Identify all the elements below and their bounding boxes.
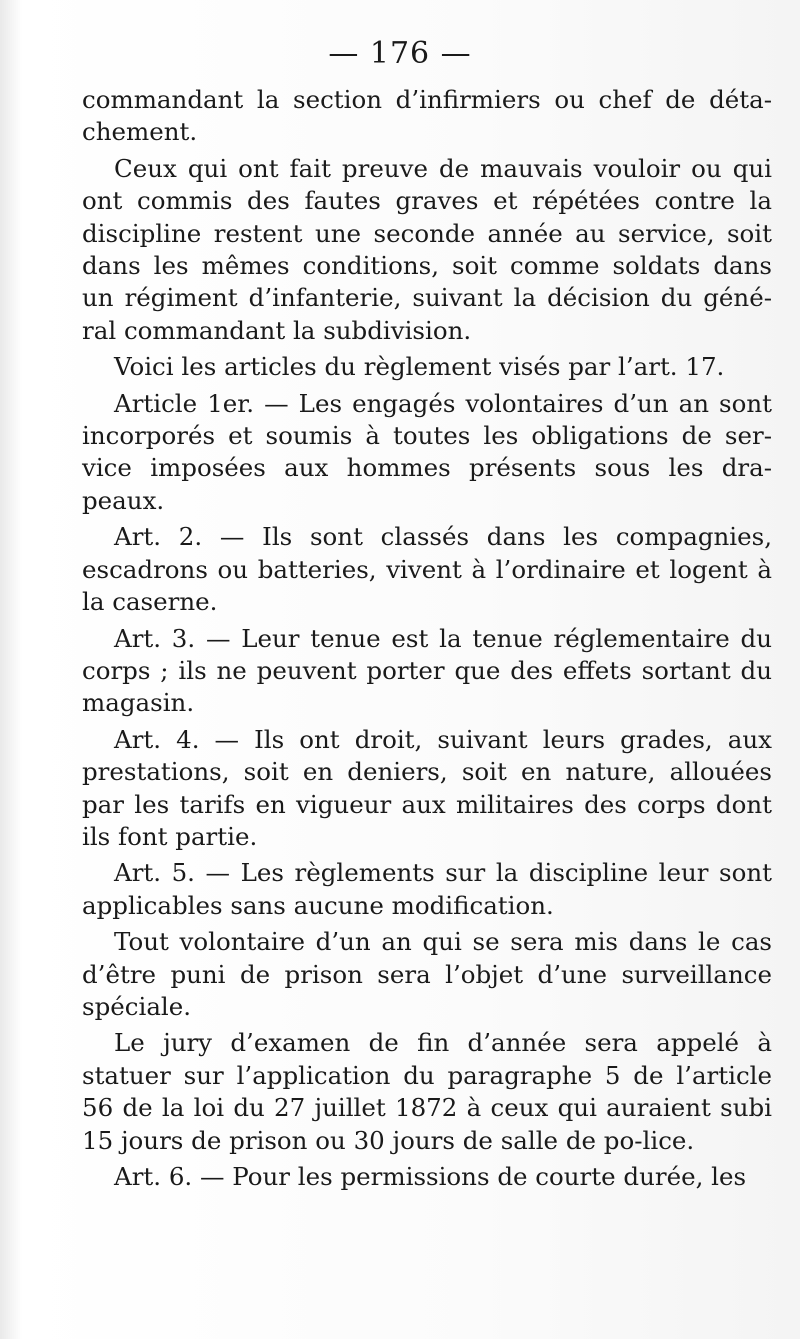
paragraph-article-4: Art. 4. — Ils ont droit, suivant leurs grades, aux prestations, soit en deniers, soit en nature, allouées par les tarifs en vigueur aux militaires des corps dont ils font partie. xyxy=(82,724,772,851)
paragraph-article-1: Article 1er. — Les engagés volontaires d’un an sont incorporés et soumis à toutes les obligations de ser-vice imposées aux hommes présents sous les dra-peaux. xyxy=(82,388,772,515)
page-number: — 176 — xyxy=(328,36,472,71)
paragraph-article-5: Art. 5. — Les règlements sur la discipline leur sont applicables sans aucune modification. xyxy=(82,858,772,920)
body-text xyxy=(82,84,772,1197)
paragraph-article-2: Art. 2. — Ils sont classés dans les compagnies, escadrons ou batteries, vivent à l’ordinaire et logent à la caserne. xyxy=(82,522,772,617)
paragraph-jury: Le jury d’examen de fin d’année sera appelé à statuer sur l’application du paragraphe 5 de l’article 56 de la loi du 27 juillet 1872 à ceux qui auraient subi 15 jours de prison ou 30 jours de salle de po-lice. xyxy=(82,1028,772,1155)
paragraph-continuation: commandant la section d’infirmiers ou chef de déta-chement. xyxy=(82,85,772,147)
paragraph-article-3: Art. 3. — Leur tenue est la tenue réglementaire du corps ; ils ne peuvent porter que des effets sortant du magasin. xyxy=(82,623,772,718)
paragraph-articles-intro: Voici les articles du règlement visés par l’art. 17. xyxy=(114,352,725,382)
paragraph-article-6: Art. 6. — Pour les permissions de courte durée, les xyxy=(114,1162,747,1191)
paragraph-surveillance: Tout volontaire d’un an qui se sera mis dans le cas d’être puni de prison sera l’objet d’une surveillance spéciale. xyxy=(82,927,772,1021)
paragraph-bad-conduct: Ceux qui ont fait preuve de mauvais vouloir ou qui ont commis des fautes graves et répétées contre la discipline restent une seconde année au service, soit dans les mêmes conditions, soit comme soldats dans un régiment d’infanterie, suivant la décision du géné-ral commandant la subdivision. xyxy=(82,153,772,345)
